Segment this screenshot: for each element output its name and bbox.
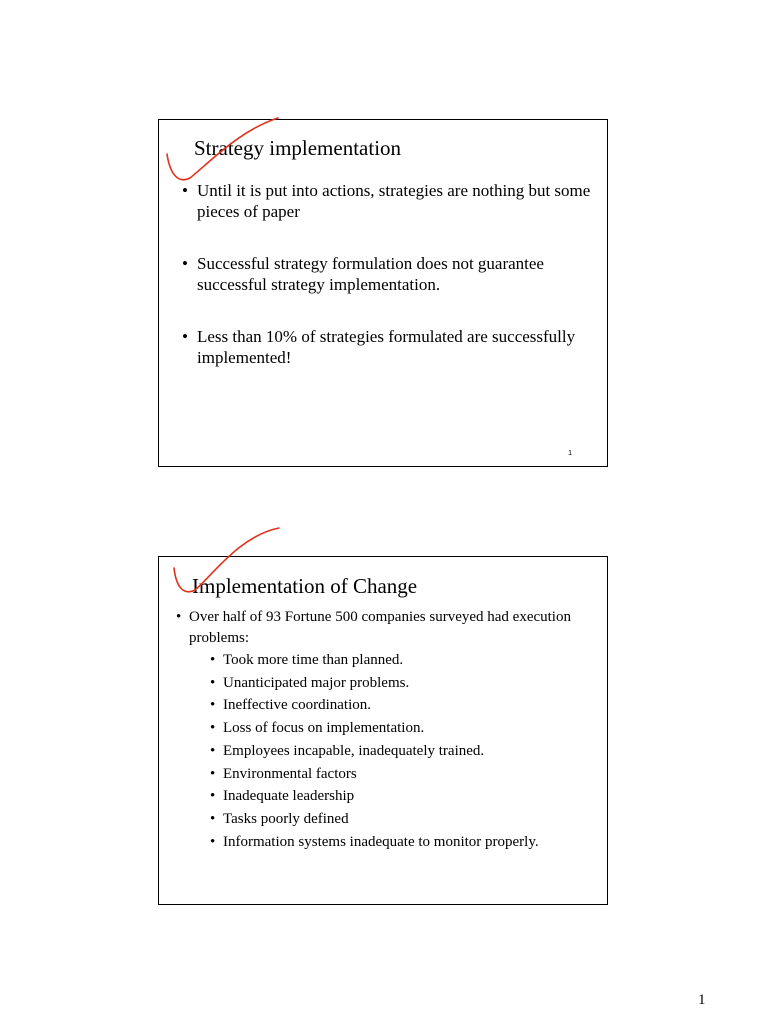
sub-bullet-item: • Tasks poorly defined bbox=[189, 808, 603, 831]
sub-bullet-item: • Loss of focus on implementation. bbox=[189, 717, 603, 740]
bullet-list bbox=[173, 607, 603, 853]
sub-bullet-item: • Took more time than planned. bbox=[189, 649, 603, 672]
sub-bullet-item: • Information systems inadequate to monitor properly. bbox=[189, 831, 603, 854]
bullet-item: • Less than 10% of strategies formulated are successfully implemented! bbox=[182, 326, 602, 368]
slide-title: Strategy implementation bbox=[194, 136, 402, 160]
bullet-item: • Until it is put into actions, strategies are nothing but some pieces of paper bbox=[182, 180, 602, 222]
slide-2 bbox=[158, 556, 608, 905]
sub-bullet-item: • Environmental factors bbox=[189, 763, 603, 786]
bullet-item bbox=[173, 607, 603, 853]
slide-title: Implementation of Change bbox=[192, 574, 418, 598]
sub-bullet-item: • Ineffective coordination. bbox=[189, 694, 603, 717]
bullet-list bbox=[182, 180, 602, 399]
slide-1 bbox=[158, 119, 608, 467]
sub-bullet-list bbox=[189, 649, 603, 853]
sub-bullet-item: • Employees incapable, inadequately trained. bbox=[189, 740, 603, 763]
bullet-item: • Successful strategy formulation does not guarantee successful strategy implementation. bbox=[182, 253, 602, 295]
bullet-text: Over half of 93 Fortune 500 companies surveyed had execution problems: bbox=[189, 609, 571, 646]
page-number: 1 bbox=[698, 992, 706, 1008]
sub-bullet-item: • Inadequate leadership bbox=[189, 785, 603, 808]
slide-number: 1 bbox=[568, 450, 572, 457]
sub-bullet-item: • Unanticipated major problems. bbox=[189, 672, 603, 695]
